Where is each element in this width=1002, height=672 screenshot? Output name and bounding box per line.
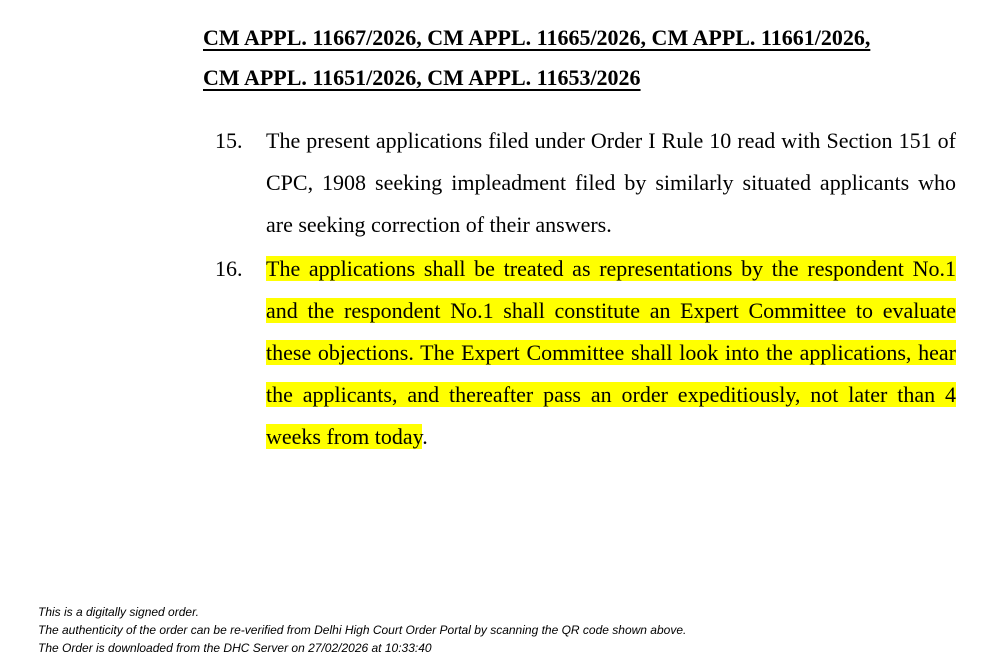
footer-line-3: The Order is downloaded from the DHC Server on 27/02/2026 at 10:33:40	[38, 641, 432, 655]
highlighted-text: The applications shall be treated as representations by the respondent No.1 and the respondent No.1 shall constitute an Expert Committee to evaluate these objections. The Expert Committee shall look into the applications, hear the applicants, and thereafter pass an order expeditiously, not later than 4 weeks from today	[266, 256, 956, 449]
paragraph-number: 16.	[215, 256, 243, 281]
case-heading	[203, 18, 963, 98]
paragraph-text	[266, 248, 956, 458]
case-heading-line-2: CM APPL. 11651/2026, CM APPL. 11653/2026	[203, 65, 641, 90]
paragraph-15	[215, 120, 956, 246]
paragraph-text: The present applications filed under Order I Rule 10 read with Section 151 of CPC, 1908 seeking impleadment filed by similarly situated applicants who are seeking correction of their answers.	[266, 128, 956, 237]
case-heading-line-1: CM APPL. 11667/2026, CM APPL. 11665/2026, CM APPL. 11661/2026,	[203, 25, 871, 50]
paragraph-trailing-text: .	[422, 424, 428, 449]
footer-line-1: This is a digitally signed order.	[38, 605, 199, 619]
paragraph-number: 15.	[215, 128, 243, 153]
digital-signature-footer	[38, 603, 686, 657]
footer-line-2: The authenticity of the order can be re-verified from Delhi High Court Order Portal by scanning the QR code shown above.	[38, 623, 687, 637]
paragraph-16	[215, 248, 956, 458]
